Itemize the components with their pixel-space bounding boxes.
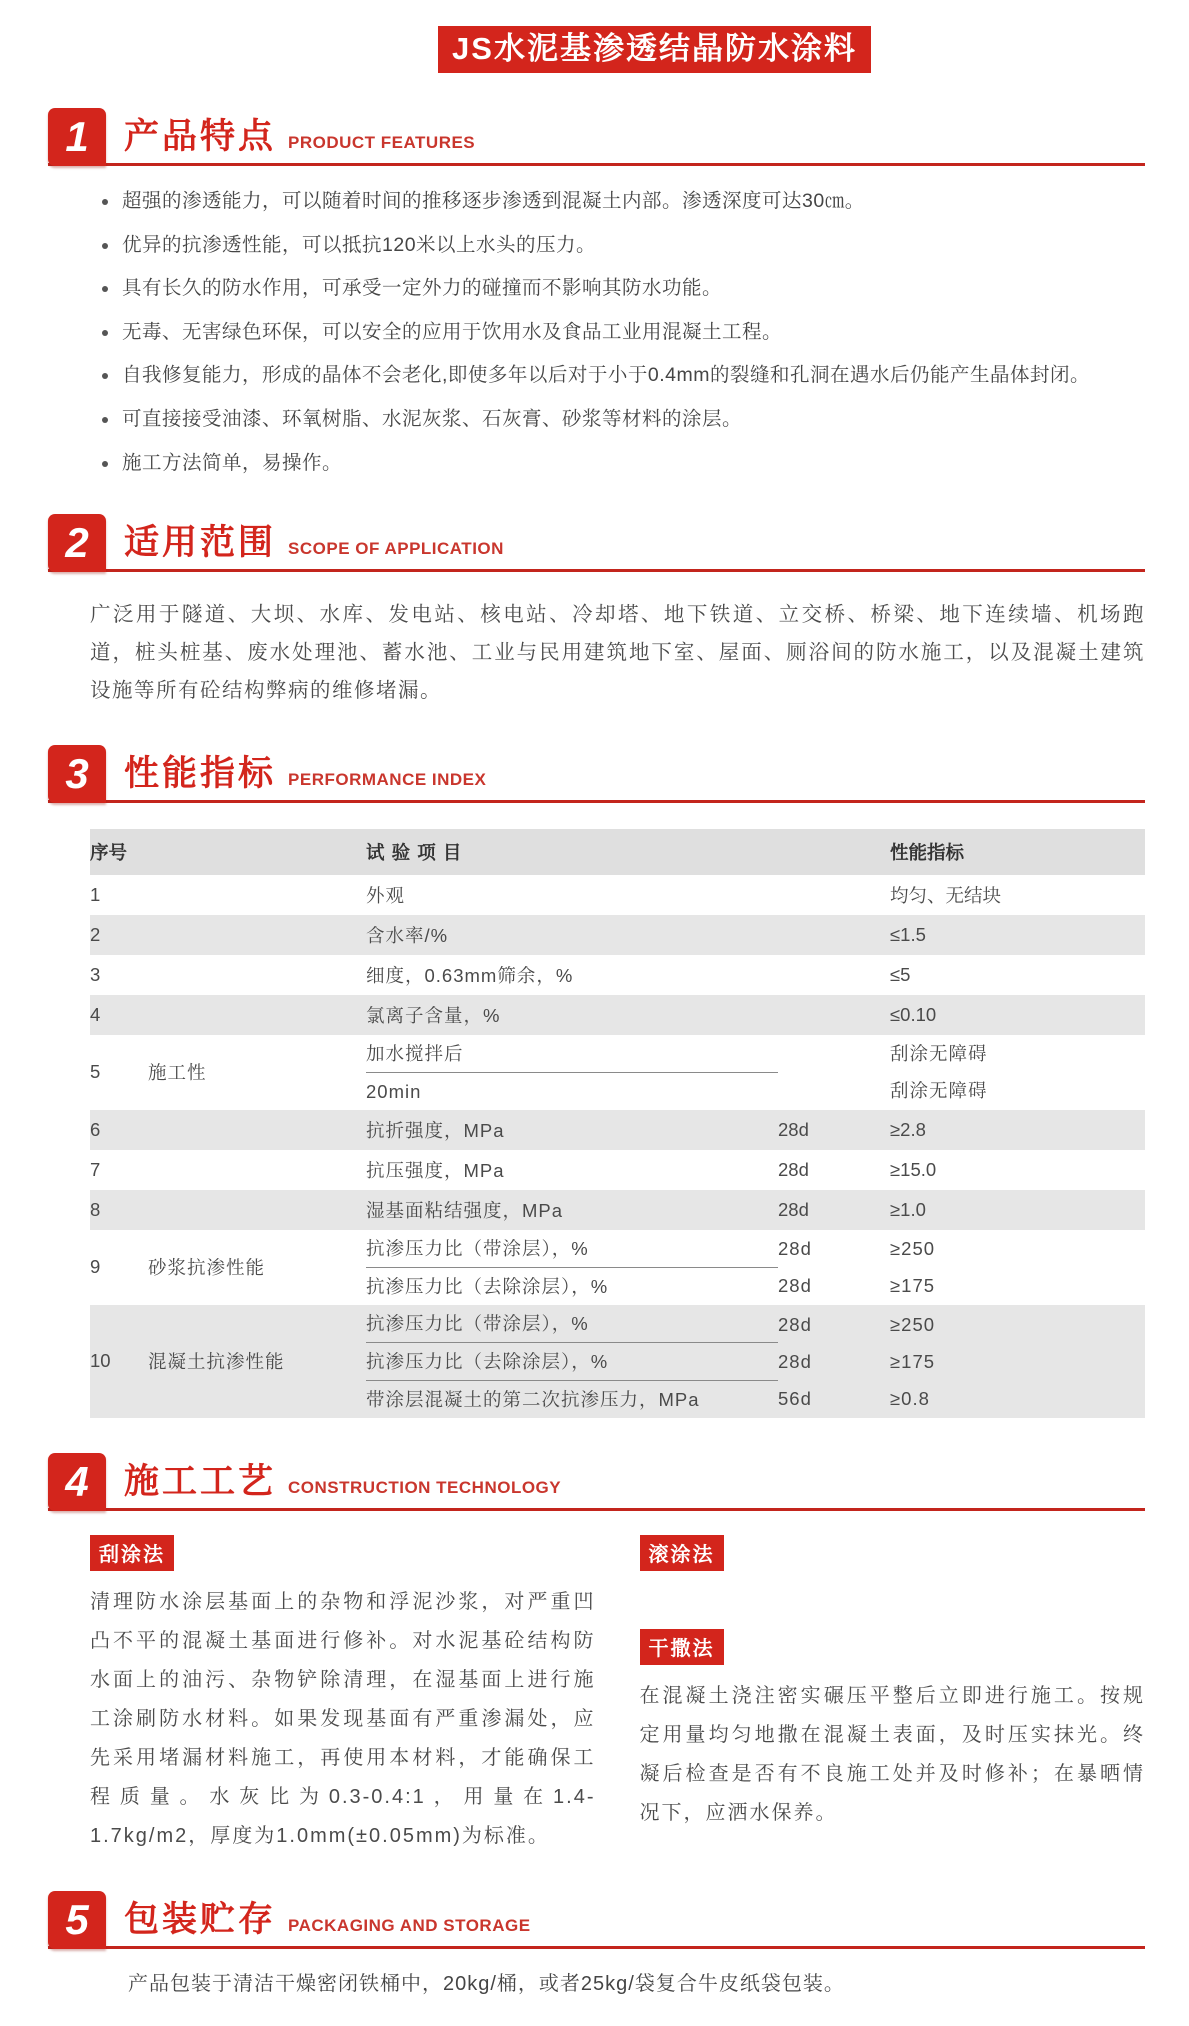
section4-header — [48, 1448, 1145, 1511]
method-text-scrape: 清理防水涂层基面上的杂物和浮泥沙浆，对严重凹凸不平的混凝土基面进行修补。对水泥基砼结构防水面上的油污、杂物铲除清理，在湿基面上进行施工涂刷防水材料。如果发现基面有严重渗漏处，应先采用堵漏材料施工，再使用本材料，才能确保工程质量。水灰比为0.3-0.4:1，用量在1.4-1.7kg/m2，厚度为1.0mm(±0.05mm)为标准。 — [90, 1590, 596, 1847]
section-performance-index — [48, 740, 1145, 803]
section2-subtitle: SCOPE OF APPLICATION — [288, 539, 504, 559]
table-row-group: 9 砂浆抗渗性能 抗渗压力比（带涂层），% 抗渗压力比（去除涂层），% 28d 28d ≥250 ≥175 — [90, 1230, 1145, 1305]
section-packaging — [48, 1886, 1145, 1949]
method-badge-scrape: 刮涂法 — [90, 1535, 174, 1571]
title-wrap — [0, 26, 1189, 73]
table-row: 2 含水率/% ≤1.5 — [90, 915, 1145, 955]
feature-item: 优异的抗渗透性能，可以抵抗120米以上水头的压力。 — [100, 230, 1149, 262]
feature-item: 无毒、无害绿色环保，可以安全的应用于饮用水及食品工业用混凝土工程。 — [100, 317, 1149, 349]
feature-item: 可直接接受油漆、环氧树脂、水泥灰浆、石灰膏、砂浆等材料的涂层。 — [100, 404, 1149, 436]
scope-paragraph: 广泛用于隧道、大坝、水库、发电站、核电站、冷却塔、地下铁道、立交桥、桥梁、地下连续墙、机场跑道，桩头桩基、废水处理池、蓄水池、工业与民用建筑地下室、屋面、厕浴间的防水施工，以及混凝土建筑设施等所有砼结构弊病的维修堵漏。 — [90, 603, 1145, 702]
section2-header — [48, 509, 1145, 572]
section3-header — [48, 740, 1145, 803]
section2-number: 2 — [48, 514, 106, 572]
table-row: 1 外观 均匀、无结块 — [90, 875, 1145, 915]
performance-table — [90, 829, 1145, 1418]
section5-header — [48, 1886, 1145, 1949]
table-row: 4 氯离子含量，% ≤0.10 — [90, 995, 1145, 1035]
table-row: 6 抗折强度，MPa 28d ≥2.8 — [90, 1110, 1145, 1150]
feature-item: 超强的渗透能力，可以随着时间的推移逐步渗透到混凝土内部。渗透深度可达30㎝。 — [100, 186, 1149, 218]
section3-number: 3 — [48, 745, 106, 803]
section5-subtitle: PACKAGING AND STORAGE — [288, 1915, 531, 1935]
section5-number: 5 — [48, 1891, 106, 1949]
section-product-features — [48, 103, 1145, 166]
method-text-dry: 在混凝土浇注密实碾压平整后立即进行施工。按规定用量均匀地撒在混凝土表面，及时压实抹光。终凝后检查是否有不良施工处并及时修补；在暴晒情况下，应洒水保养。 — [639, 1684, 1145, 1824]
roll-method-empty-space — [640, 1583, 1146, 1629]
header-item: 试 验 项 目 — [366, 841, 463, 863]
table-row: 7 抗压强度，MPa 28d ≥15.0 — [90, 1150, 1145, 1190]
construction-columns — [90, 1535, 1145, 1856]
feature-item: 自我修复能力，形成的晶体不会老化,即使多年以后对于小于0.4mm的裂缝和孔洞在遇水后仍能产生晶体封闭。 — [100, 360, 1149, 392]
header-no: 序号 — [90, 841, 128, 863]
section1-title: 产品特点 — [124, 117, 277, 157]
section3-title: 性能指标 — [124, 753, 277, 793]
feature-item: 施工方法简单，易操作。 — [100, 448, 1149, 480]
performance-table-wrap — [90, 829, 1145, 1418]
table-row: 8 湿基面粘结强度，MPa 28d ≥1.0 — [90, 1190, 1145, 1230]
construction-left-column — [90, 1535, 596, 1856]
section-construction — [48, 1448, 1145, 1511]
section1-number: 1 — [48, 108, 106, 166]
section1-header — [48, 103, 1145, 166]
section4-subtitle: CONSTRUCTION TECHNOLOGY — [288, 1477, 562, 1497]
packaging-paragraph: 产品包装于清洁干燥密闭铁桶中，20kg/桶，或者25kg/袋复合牛皮纸袋包装。 — [128, 1972, 845, 1995]
method-badge-roll: 滚涂法 — [640, 1535, 724, 1571]
section5-title: 包装贮存 — [124, 1899, 277, 1939]
section4-title: 施工工艺 — [124, 1461, 277, 1501]
section-scope — [48, 509, 1145, 572]
method-badge-dry: 干撒法 — [640, 1629, 724, 1665]
header-age — [778, 829, 890, 875]
feature-list — [100, 186, 1149, 479]
section3-subtitle: PERFORMANCE INDEX — [288, 769, 487, 789]
table-row: 3 细度，0.63mm筛余，% ≤5 — [90, 955, 1145, 995]
feature-item: 具有长久的防水作用，可承受一定外力的碰撞而不影响其防水功能。 — [100, 273, 1149, 305]
table-header-row — [90, 829, 1145, 875]
table-row-group: 10 混凝土抗渗性能 抗渗压力比（带涂层），% 抗渗压力比（去除涂层），% 带涂层混凝土的第二次抗渗压力，MPa 28d 28d 56d ≥250 ≥175 ≥0.8 — [90, 1305, 1145, 1418]
section1-subtitle: PRODUCT FEATURES — [288, 133, 476, 153]
section4-number: 4 — [48, 1453, 106, 1511]
table-row-group: 5 施工性 加水搅拌后 20min 刮涂无障碍 刮涂无障碍 — [90, 1035, 1145, 1110]
section2-title: 适用范围 — [124, 523, 277, 563]
header-index: 性能指标 — [890, 841, 965, 863]
construction-right-column — [640, 1535, 1146, 1856]
page-title: JS水泥基渗透结晶防水涂料 — [438, 26, 871, 73]
